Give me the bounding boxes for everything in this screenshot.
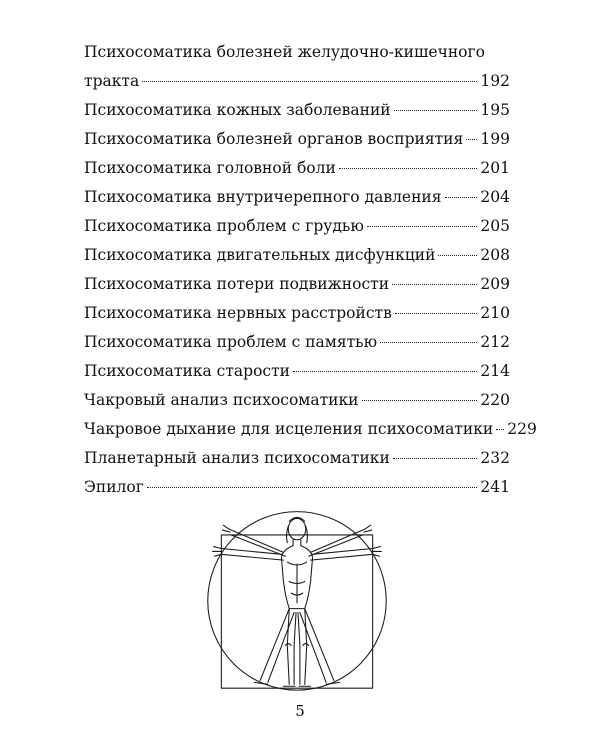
toc-entry-title: Психосоматика нервных расстройств	[84, 304, 392, 322]
toc-entry-title: Психосоматика старости	[84, 362, 291, 380]
toc-entry[interactable]	[84, 125, 510, 154]
knees	[285, 644, 308, 646]
toc-entry[interactable]	[84, 328, 510, 357]
hand-raised-left	[222, 525, 230, 532]
dot-leader	[438, 255, 477, 256]
toc-entry[interactable]	[84, 444, 510, 473]
dot-leader	[466, 139, 477, 140]
square-outline	[221, 535, 372, 688]
dot-leader	[362, 400, 478, 401]
toc-entry-title: Психосоматика болезней органов восприятия	[84, 130, 464, 148]
toc-entry-title: Эпилог	[84, 478, 144, 496]
dot-leader	[393, 458, 478, 459]
chest-lines	[287, 562, 306, 603]
toc-entry-page: 208	[480, 246, 510, 264]
toc-entry-page: 199	[480, 130, 510, 148]
hand-raised-right	[364, 525, 372, 532]
head	[288, 518, 305, 539]
toc-entry-page: 210	[480, 304, 510, 322]
dot-leader	[445, 197, 478, 198]
toc-entry-page: 201	[480, 159, 510, 177]
neck	[293, 540, 301, 546]
toc-entry-title: Психосоматика головной боли	[84, 159, 336, 177]
toc-entry-page: 204	[480, 188, 510, 206]
toc-entry-title: тракта	[84, 72, 140, 90]
toc-entry-page: 209	[480, 275, 510, 293]
toc-entry[interactable]	[84, 183, 510, 212]
dot-leader	[339, 168, 478, 169]
toc-entry[interactable]	[84, 67, 510, 96]
toc-entry-page: 229	[507, 420, 537, 438]
hair	[287, 517, 308, 542]
vitruvian-man-illustration	[200, 500, 394, 694]
feet-spread	[254, 682, 339, 684]
dot-leader	[496, 429, 504, 430]
toc-entry-page: 212	[480, 333, 510, 351]
toc-entry-page: 195	[480, 101, 510, 119]
toc-entry[interactable]	[84, 299, 510, 328]
toc-entry-title: Психосоматика проблем с памятью	[84, 333, 378, 351]
toc-entry-title: Психосоматика двигательных дисфункций	[84, 246, 436, 264]
dot-leader	[394, 110, 478, 111]
arm-horizontal-left	[221, 549, 283, 561]
toc-entry-title: Психосоматика кожных заболеваний	[84, 101, 391, 119]
toc-entry-page: 232	[480, 449, 510, 467]
dot-leader	[395, 313, 478, 314]
dot-leader	[392, 284, 477, 285]
toc-entry[interactable]	[84, 154, 510, 183]
toc-entry-title: Психосоматика болезней желудочно-кишечного	[84, 43, 485, 61]
toc-entry-title: Планетарный анализ психосоматики	[84, 449, 390, 467]
toc-entry-page: 214	[480, 362, 510, 380]
toc-entry-title: Психосоматика проблем с грудью	[84, 217, 364, 235]
dot-leader	[142, 81, 477, 82]
toc-entry[interactable]	[84, 270, 510, 299]
page-number: 5	[295, 702, 305, 720]
arm-horizontal-right	[311, 549, 373, 561]
toc-entry-page: 205	[480, 217, 510, 235]
toc-entry-title: Психосоматика потери подвижности	[84, 275, 390, 293]
hand-left	[213, 547, 222, 557]
toc-entry[interactable]	[84, 386, 510, 415]
toc-entry[interactable]	[84, 473, 510, 502]
toc-entry[interactable]	[84, 212, 510, 241]
toc-entry-title: Чакровое дыхание для исцеления психосоматики	[84, 420, 494, 438]
toc-entry[interactable]	[84, 241, 510, 270]
toc-entry-title: Психосоматика внутричерепного давления	[84, 188, 442, 206]
dot-leader	[147, 487, 478, 488]
toc-entry-page: 241	[480, 478, 510, 496]
dot-leader	[293, 371, 477, 372]
dot-leader	[380, 342, 477, 343]
table-of-contents	[84, 38, 537, 502]
toc-entry-title-line	[84, 38, 510, 67]
toc-entry[interactable]	[84, 415, 537, 444]
toc-entry[interactable]	[84, 357, 510, 386]
toc-entry-page: 220	[480, 391, 510, 409]
toc-entry-title: Чакровый анализ психосоматики	[84, 391, 359, 409]
hand-right	[373, 547, 382, 557]
toc-entry-page: 192	[480, 72, 510, 90]
dot-leader	[367, 226, 478, 227]
toc-entry[interactable]	[84, 96, 510, 125]
